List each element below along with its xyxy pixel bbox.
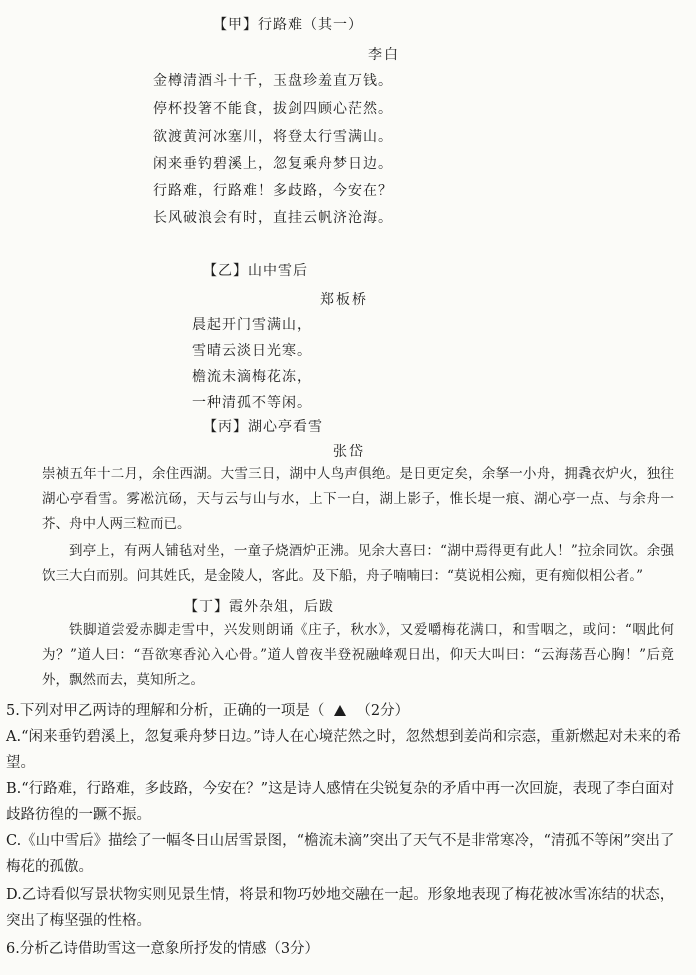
poem-yi-line: 檐流未滴梅花冻， [192, 369, 312, 385]
poem-jia-line: 金樽清酒斗十千，玉盘珍羞直万钱。 [153, 73, 393, 89]
poem-yi-author: 郑板桥 [320, 292, 368, 308]
prose-bing-paragraph-2: 到亭上，有两人铺毡对坐，一童子烧酒炉正沸。见余大喜曰：“湖中焉得更有此人！”拉余同饮。余强饮三大白而别。问其姓氏，是金陵人，客此。及下船，舟子喃喃曰：“莫说相公痴，更有痴似相公者。” [42, 543, 674, 584]
poem-jia-line: 闲来垂钓碧溪上，忽复乘舟梦日边。 [153, 156, 393, 172]
question-5-option-a: A.“闲来垂钓碧溪上，忽复乘舟梦日边。”诗人在心境茫然之时，忽然想到姜尚和宗悫，重新燃起对未来的希望。 [6, 729, 682, 771]
answer-blank-triangle-icon [334, 705, 346, 716]
question-6-stem: 6.分析乙诗借助雪这一意象所抒发的情感（3分） [6, 941, 320, 957]
poem-jia-heading: 【甲】行路难（其一） [213, 17, 363, 33]
poem-yi-line: 晨起开门雪满山， [192, 317, 312, 333]
question-5-text: 5.下列对甲乙两诗的理解和分析，正确的一项是（ [6, 703, 325, 719]
question-5-stem [6, 698, 686, 724]
prose-bing-heading: 【丙】湖心亭看雪 [203, 419, 323, 435]
poem-jia-author: 李白 [368, 47, 400, 63]
poem-jia-line: 行路难，行路难！多歧路，今安在？ [153, 183, 393, 199]
question-5-score: （2分） [356, 703, 410, 719]
poem-jia-line: 欲渡黄河冰塞川，将登太行雪满山。 [153, 129, 393, 145]
prose-ding-paragraph: 铁脚道尝爱赤脚走雪中，兴发则朗诵《庄子，秋水》，又爱嚼梅花满口，和雪咽之，或问：“咽此何为？”道人曰：“吾欲寒香沁入心骨。”道人曾夜半登祝融峰观日出，仰天大叫曰：“云海荡吾心胸！”后竟外，飘然而去，莫知所之。 [42, 622, 674, 688]
poem-jia-line: 长风破浪会有时，直挂云帆济沧海。 [153, 210, 393, 226]
poem-yi-line: 一种清孤不等闲。 [192, 395, 312, 411]
poem-yi-line: 雪晴云淡日光寒。 [192, 343, 312, 359]
question-5-option-d: D.乙诗看似写景状物实则见景生情，将景和物巧妙地交融在一起。形象地表现了梅花被冰雪冻结的状态，突出了梅坚强的性格。 [6, 887, 675, 929]
prose-bing-paragraph-1: 崇祯五年十二月，余住西湖。大雪三日，湖中人鸟声俱绝。是日更定矣，余拏一小舟，拥毳衣炉火，独往湖心亭看雪。雾凇沆砀，天与云与山与水，上下一白，湖上影子，惟长堤一痕、湖心亭一点、与余舟一芥、舟中人两三粒而已。 [42, 466, 674, 532]
question-5-option-c: C.《山中雪后》描绘了一幅冬日山居雪景图，“檐流未滴”突出了天气不是非常寒冷，“清孤不等闲”突出了梅花的孤傲。 [6, 833, 675, 875]
poem-yi-heading: 【乙】山中雪后 [203, 263, 308, 279]
poem-jia-line: 停杯投箸不能食，拔剑四顾心茫然。 [153, 101, 393, 117]
prose-ding-heading: 【丁】霞外杂俎，后跋 [184, 599, 334, 615]
prose-bing-author: 张岱 [333, 444, 365, 460]
question-5-option-b: B.“行路难，行路难，多歧路，今安在？”这是诗人感情在尖锐复杂的矛盾中再一次回旋，表现了李白面对歧路彷徨的一蹶不振。 [6, 781, 675, 823]
